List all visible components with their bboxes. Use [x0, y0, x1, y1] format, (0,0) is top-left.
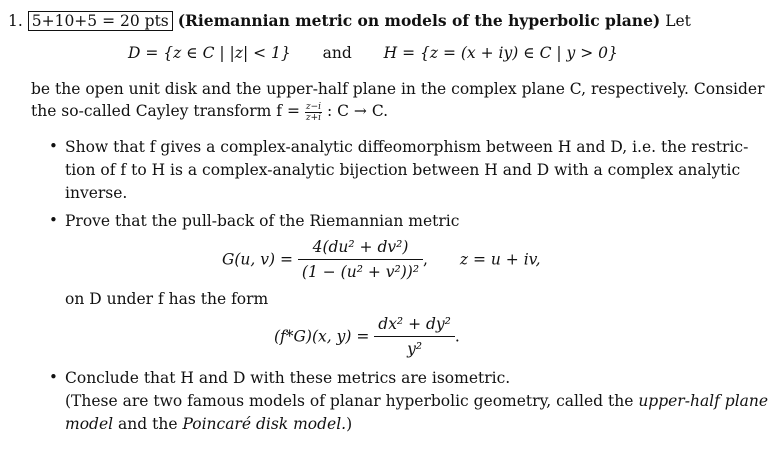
upper-half-plane-term: upper-half plane: [638, 392, 768, 410]
bullet-1-line-3: inverse.: [65, 184, 128, 202]
intro-line-2: [31, 101, 388, 123]
intro-line-1: be the open unit disk and the upper-half plane in the complex plane C, respectively. Consider: [31, 80, 765, 98]
bullet-2-line-2: on D under f has the form: [65, 290, 269, 308]
half-plane-definition: H = {z = (x + iy) ∈ C | y > 0}: [383, 44, 618, 62]
bullet-3-line-2: [65, 391, 768, 411]
pullback-lhs: (f*G)(x, y) =: [274, 327, 370, 346]
bullet-1-line-2: tion of f to H is a complex-analytic bijection between H and D with a complex analytic: [65, 161, 741, 179]
model-term: model: [65, 415, 114, 433]
metric-equation: [222, 237, 541, 282]
cayley-denominator: z+i: [305, 112, 322, 123]
metric-denominator: (1 − (u² + v²))²: [298, 259, 423, 282]
metric-lhs: G(u, v) =: [222, 250, 293, 269]
bullet-1-marker: •: [49, 137, 58, 155]
intro-line-2-suffix: : C → C.: [326, 102, 389, 120]
bullet-1-line-1: Show that f gives a complex-analytic diffeomorphism between H and D, i.e. the restric-: [65, 138, 749, 156]
cayley-numerator: z−i: [305, 101, 322, 112]
poincare-disk-term: Poincaré disk model.: [182, 415, 347, 433]
bullet-2-marker: •: [49, 211, 58, 229]
problem-number: 1.: [8, 12, 23, 30]
points-box: 5+10+5 = 20 pts: [28, 11, 173, 31]
closing-paren: ): [346, 415, 353, 433]
problem-title: (Riemannian metric on models of the hyperbolic plane): [177, 11, 661, 30]
metric-z-definition: z = u + iv,: [459, 250, 541, 269]
disk-definition: D = {z ∈ C | |z| < 1}: [128, 44, 291, 62]
bullet-3-line-2a: (These are two famous models of planar hyperbolic geometry, called the: [65, 392, 634, 410]
pullback-numerator: dx² + dy²: [378, 315, 451, 333]
pullback-denominator: y²: [374, 336, 455, 359]
metric-comma: ,: [423, 250, 428, 269]
bullet-2-line-1: Prove that the pull-back of the Riemannian metric: [65, 212, 460, 230]
intro-line-2-prefix: the so-called Cayley transform f =: [31, 102, 300, 120]
cayley-fraction: [305, 102, 322, 123]
bullet-3-line-1: Conclude that H and D with these metrics are isometric.: [65, 369, 511, 387]
definitions-line: [128, 43, 618, 63]
metric-numerator: 4(du² + dv²): [312, 238, 409, 256]
definitions-and: and: [322, 44, 352, 62]
bullet-3-marker: •: [49, 368, 58, 386]
pullback-end: .: [454, 327, 460, 346]
problem-header: [8, 11, 691, 31]
metric-fraction: [298, 237, 423, 282]
bullet-3-line-3b: and the: [118, 415, 178, 433]
pullback-fraction: [374, 314, 455, 359]
pullback-equation: [274, 314, 460, 359]
bullet-3-line-3: [65, 414, 352, 434]
problem-title-after: Let: [665, 12, 691, 30]
